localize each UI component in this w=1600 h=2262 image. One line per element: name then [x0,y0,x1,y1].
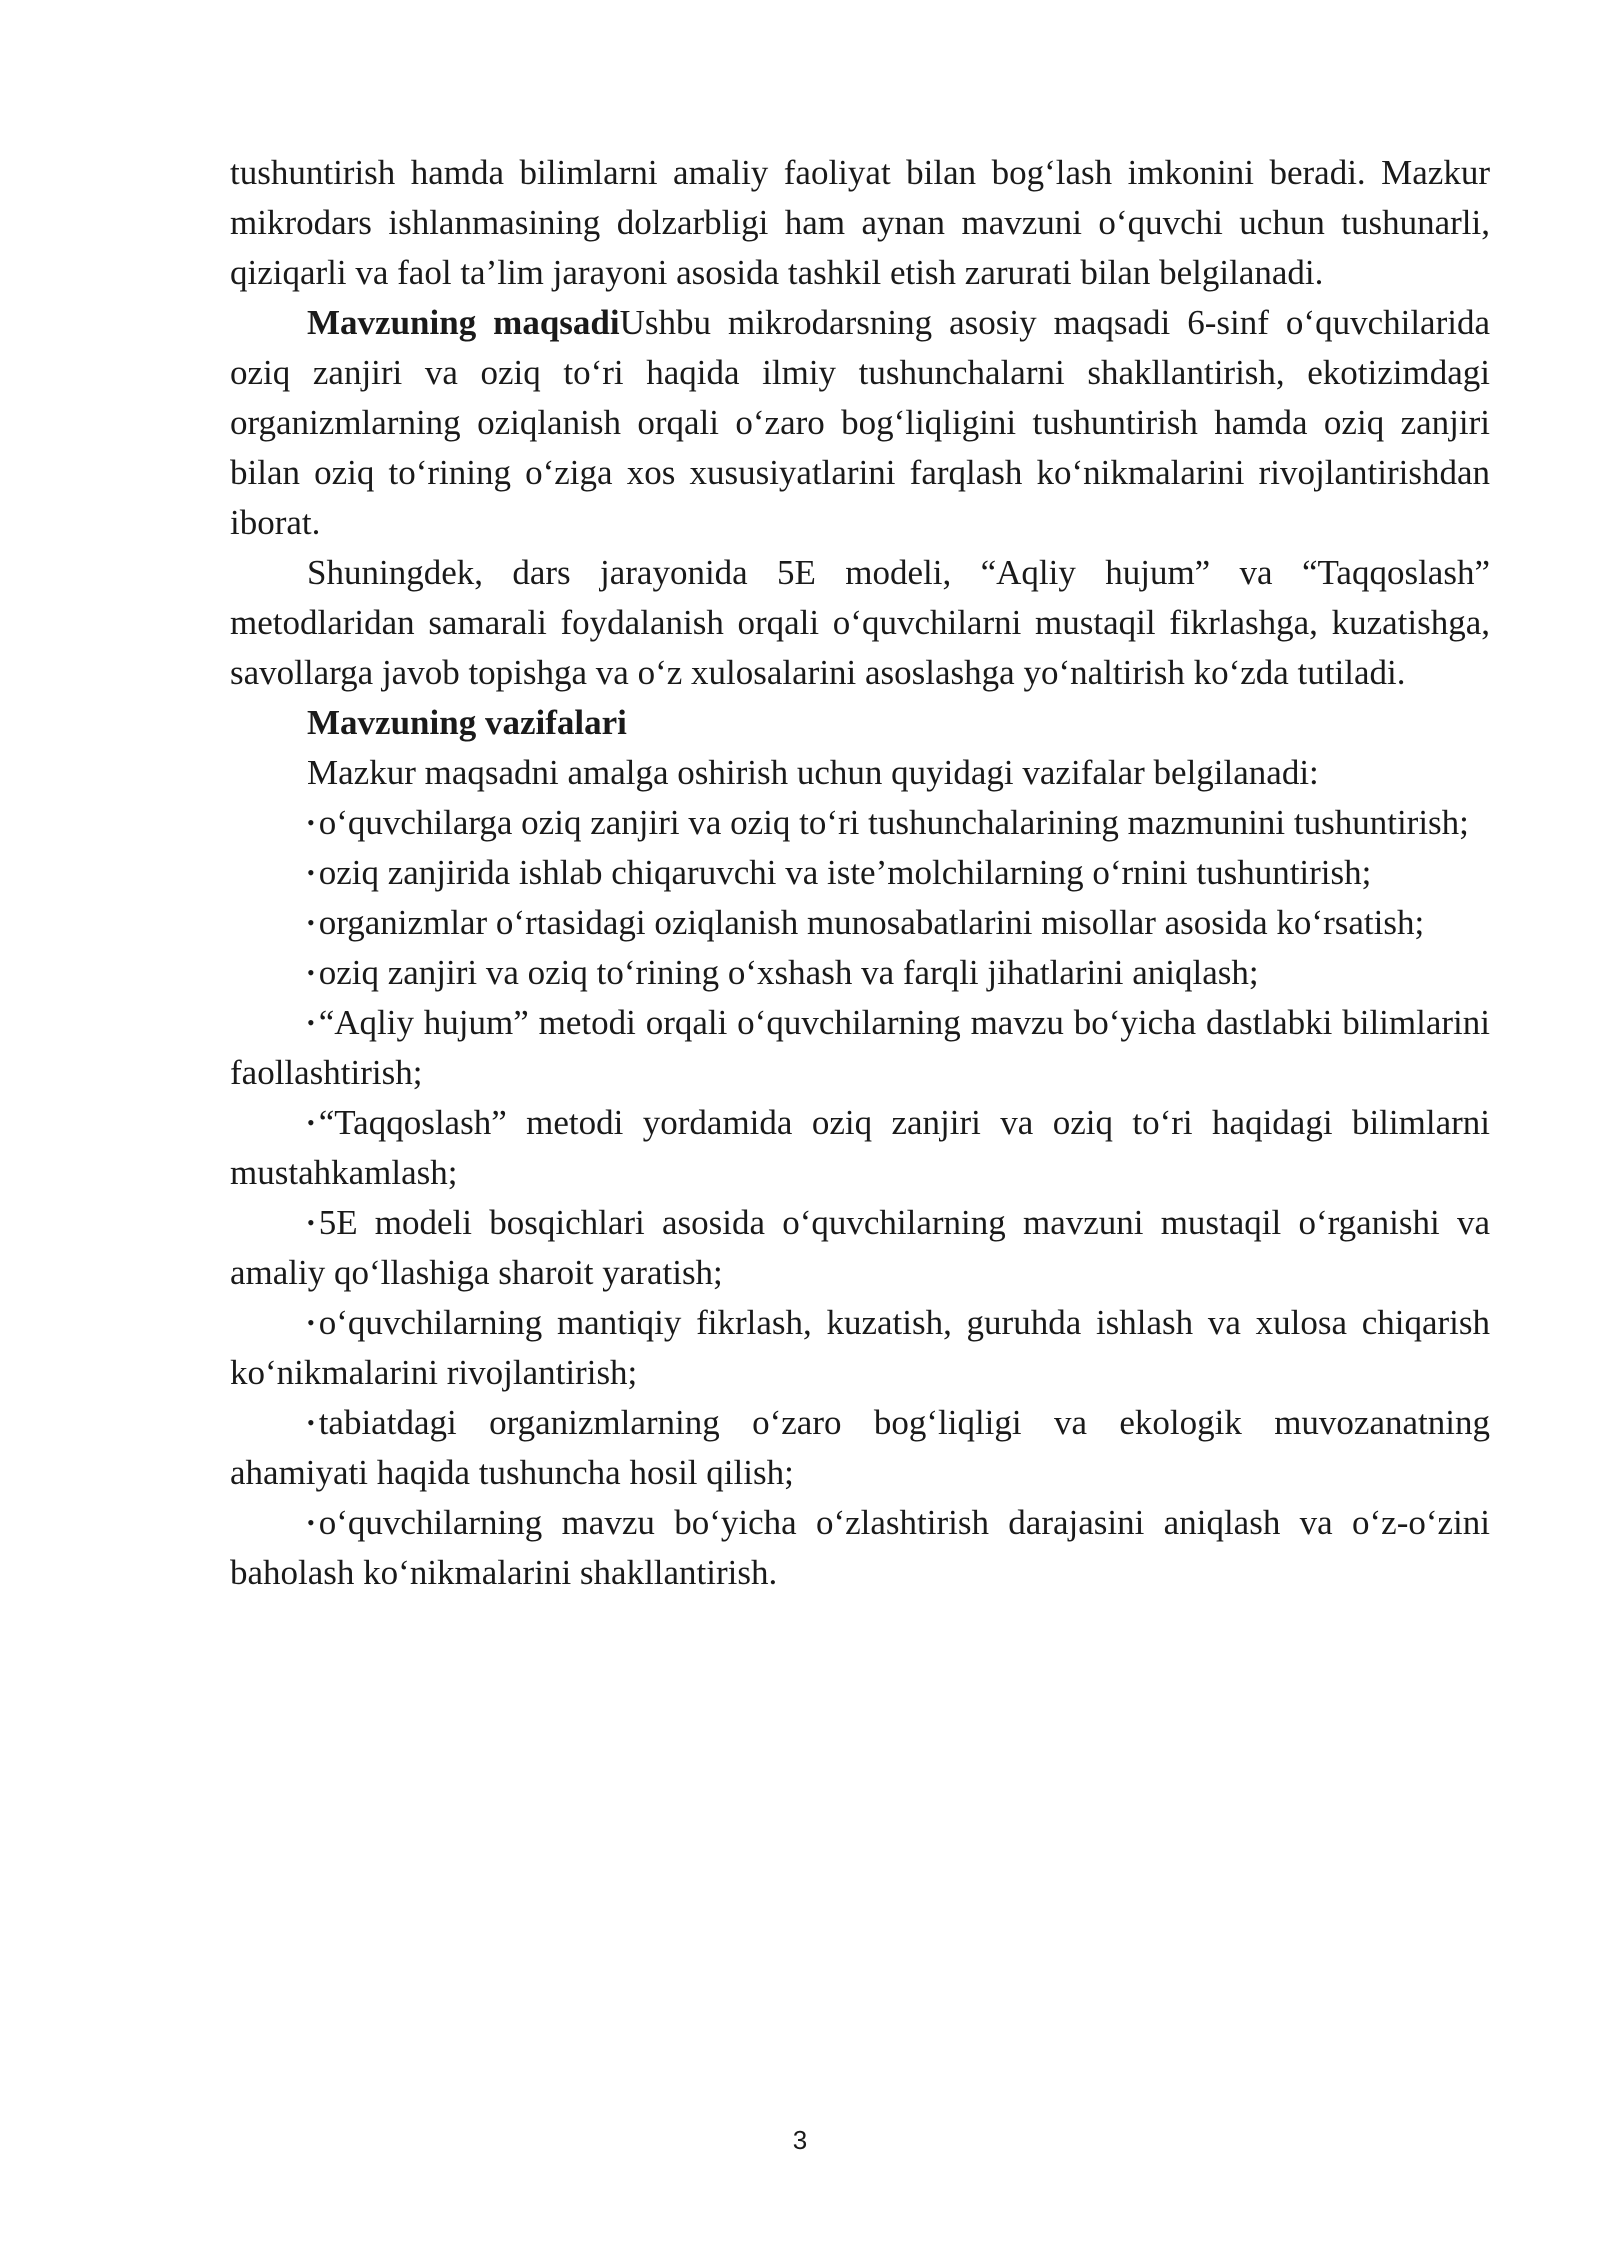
bullet-icon: • [307,1110,315,1135]
task-text: “Aqliy hujum” metodi orqali o‘quvchilarning mavzu bo‘yicha dastlabki bilimlarini faollashtirish; [230,1003,1490,1092]
task-text: o‘quvchilarning mavzu bo‘yicha o‘zlashtirish darajasini aniqlash va o‘z-o‘zini baholash ko‘nikmalarini shakllantirish. [230,1503,1490,1592]
task-list-item [230,998,1490,1098]
task-text: organizmlar o‘rtasidagi oziqlanish munosabatlarini misollar asosida ko‘rsatish; [318,903,1425,942]
task-list-item [230,1198,1490,1298]
task-list-item [230,1098,1490,1198]
bullet-icon: • [307,1210,315,1235]
task-list-item [230,1398,1490,1498]
bullet-icon: • [307,1410,315,1435]
task-text: oziq zanjirida ishlab chiqaruvchi va iste’molchilarning o‘rnini tushuntirish; [318,853,1372,892]
bullet-icon: • [307,1010,315,1035]
document-body [230,148,1490,1598]
task-text: oziq zanjiri va oziq to‘rining o‘xshash va farqli jihatlarini aniqlash; [318,953,1259,992]
tasks-intro: Mazkur maqsadni amalga oshirish uchun quyidagi vazifalar belgilanadi: [307,753,1319,792]
bullet-icon: • [307,810,315,835]
tasks-heading: Mavzuning vazifalari [307,703,627,742]
bullet-icon: • [307,1310,315,1335]
task-text: o‘quvchilarning mantiqiy fikrlash, kuzatish, guruhda ishlash va xulosa chiqarish ko‘nikmalarini rivojlantirish; [230,1303,1490,1392]
bullet-icon: • [307,910,315,935]
task-text: tabiatdagi organizmlarning o‘zaro bog‘liqligi va ekologik muvozanatning ahamiyati haqida tushuncha hosil qilish; [230,1403,1490,1492]
goal-heading: Mavzuning maqsadi [307,303,620,342]
task-list-item [230,798,1490,848]
task-text: “Taqqoslash” metodi yordamida oziq zanjiri va oziq to‘ri haqidagi bilimlarni mustahkamlash; [230,1103,1490,1192]
bullet-icon: • [307,860,315,885]
task-list-item [230,848,1490,898]
task-list-item [230,1298,1490,1398]
task-text: 5E modeli bosqichlari asosida o‘quvchilarning mavzuni mustaqil o‘rganishi va amaliy qo‘llashiga sharoit yaratish; [230,1203,1490,1292]
tasks-list [230,798,1490,1598]
intro-paragraph: tushuntirish hamda bilimlarni amaliy faoliyat bilan bog‘lash imkonini beradi. Mazkur mikrodars ishlanmasining dolzarbligi ham aynan mavzuni o‘quvchi uchun tushunarli, qiziqarli va faol ta’lim jarayoni asosida tashkil etish zarurati bilan belgilanadi. [230,153,1490,292]
task-list-item [230,1498,1490,1598]
task-list-item [230,948,1490,998]
methods-paragraph: Shuningdek, dars jarayonida 5E modeli, “Aqliy hujum” va “Taqqoslash” metodlaridan samarali foydalanish orqali o‘quvchilarni mustaqil fikrlashga, kuzatishga, savollarga javob topishga va o‘z xulosalarini asoslashga yo‘naltirish ko‘zda tutiladi. [230,553,1490,692]
task-list-item [230,898,1490,948]
task-text: o‘quvchilarga oziq zanjiri va oziq to‘ri tushunchalarining mazmunini tushuntirish; [318,803,1469,842]
goal-paragraph [230,298,1490,548]
goal-text: Ushbu mikrodarsning asosiy maqsadi 6-sinf o‘quvchilarida oziq zanjiri va oziq to‘ri haqida ilmiy tushunchalarni shakllantirish, ekotizimdagi organizmlarning oziqlanish orqali o‘zaro bog‘liqligini tushuntirish hamda oziq zanjiri bilan oziq to‘rining o‘ziga xos xususiyatlarini farqlash ko‘nikmalarini rivojlantirishdan iborat. [230,303,1491,542]
bullet-icon: • [307,1510,315,1535]
page-number: 3 [792,2125,808,2155]
bullet-icon: • [307,960,315,985]
